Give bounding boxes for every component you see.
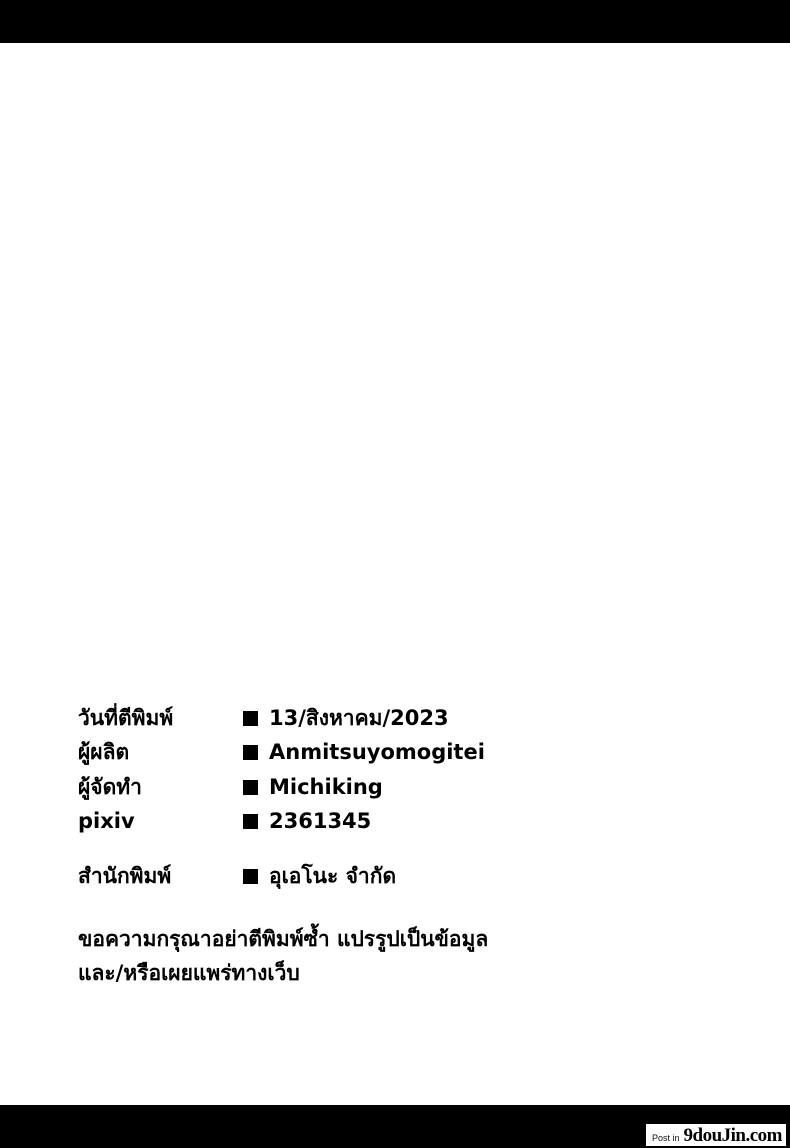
colophon-row-publisher [78,861,718,891]
colophon-row-author [78,772,718,802]
value-producer: Anmitsuyomogitei [269,740,485,765]
label-author: ผู้จัดทำ [78,774,142,799]
marker-square-pixiv [243,811,269,834]
label-publish-date: วันที่ตีพิมพ์ [78,706,174,730]
site-watermark [646,1124,786,1146]
colophon-row-producer [78,737,718,767]
marker-square-producer [243,742,269,765]
colophon-row-publish-date [78,703,718,733]
watermark-brand [684,1126,783,1145]
label-pixiv: pixiv [78,809,135,834]
reprint-notice-line-1: ขอความกรุณาอย่าตีพิมพ์ซ้ำ แปรรูปเป็นข้อมูล [78,927,489,952]
marker-square-publish-date [243,708,269,731]
marker-square-publisher [243,866,269,889]
reprint-notice [78,923,678,990]
value-pixiv: 2361345 [269,809,372,834]
reprint-notice-line-2: และ/หรือเผยแพร่ทางเว็บ [78,960,300,985]
colophon-block [78,703,718,990]
marker-square-author [243,777,269,800]
colophon-row-pixiv [78,806,718,836]
paper-area [0,43,790,1105]
value-author: Michiking [269,774,383,799]
watermark-prefix: Post in [651,1133,680,1143]
label-producer: ผู้ผลิต [78,740,130,765]
value-publisher: อุเอโนะ จำกัด [269,863,397,888]
value-publish-date: 13/สิงหาคม/2023 [269,706,449,730]
watermark-brand-number: 9 [683,1125,693,1146]
label-publisher: สำนักพิมพ์ [78,863,172,888]
watermark-brand-text: douJin.com [692,1125,782,1146]
